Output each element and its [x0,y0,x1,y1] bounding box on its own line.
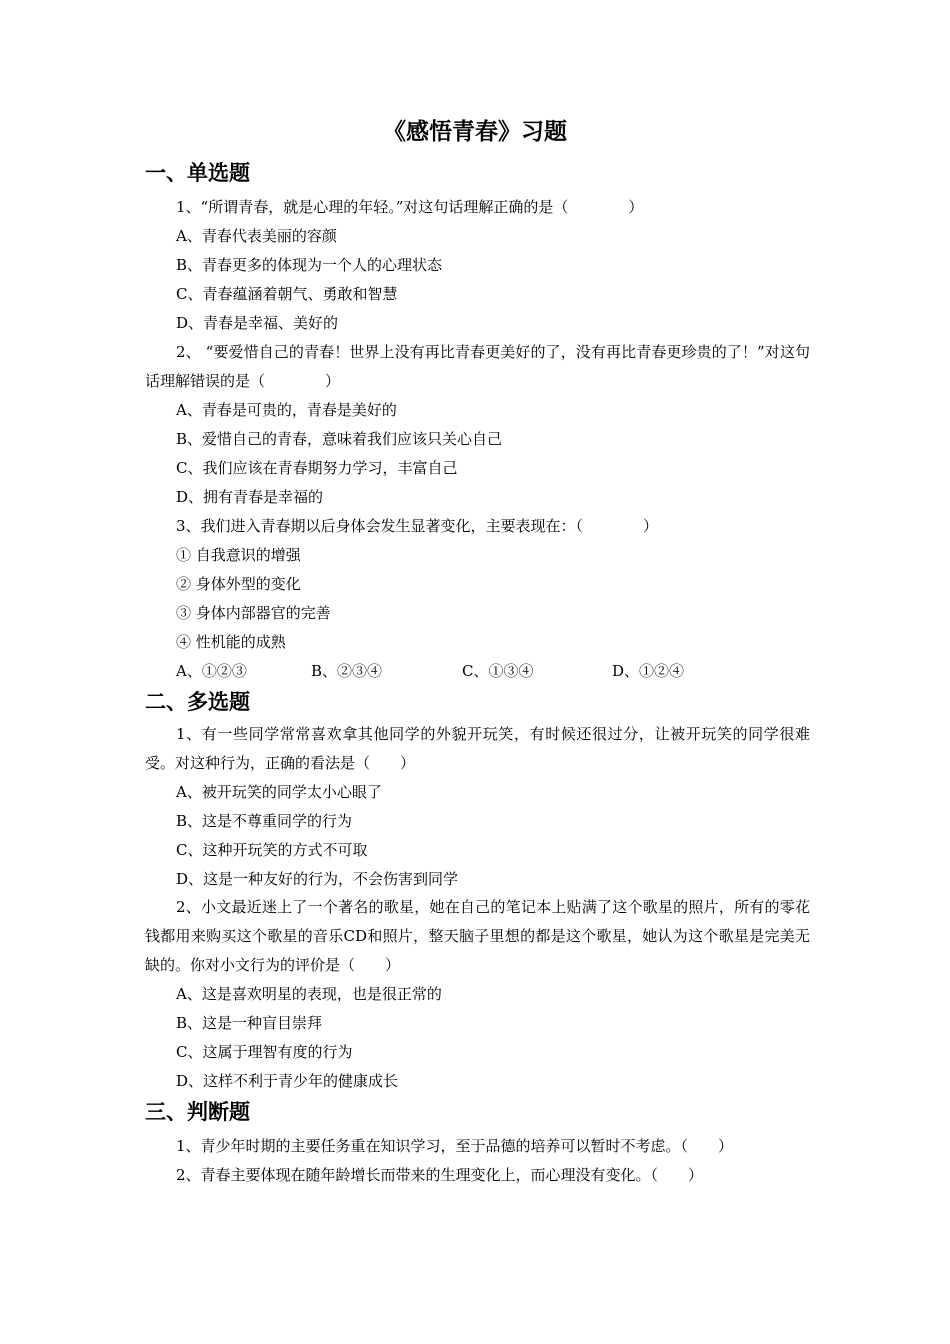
answer-option: D、青春是幸福、美好的 [176,314,339,332]
answer-option: D、①②④ [612,662,685,680]
answer-option: C、青春蕴涵着朝气、勇敢和智慧 [176,285,398,303]
statement-item: ② 身体外型的变化 [176,575,301,593]
section-heading-multiple-choice: 二、多选题 [145,690,250,714]
question-stem: 1、有一些同学常常喜欢拿其他同学的外貌开玩笑，有时候还很过分，让被开玩笑的同学很难受。对这种行为，正确的看法是（ ） [145,725,810,772]
true-false-statement: 2、青春主要体现在随年龄增长而带来的生理变化上，而心理没有变化。（ ） [176,1166,704,1184]
statement-item: ③ 身体内部器官的完善 [176,604,331,622]
statement-item: ① 自我意识的增强 [176,546,301,564]
answer-option: C、这属于理智有度的行为 [176,1043,353,1061]
true-false-statement: 1、青少年时期的主要任务重在知识学习，至于品德的培养可以暂时不考虑。（ ） [176,1137,734,1155]
section-heading-true-false: 三、判断题 [145,1100,250,1124]
question-stem: 3、我们进入青春期以后身体会发生显著变化，主要表现在：（ ） [176,517,659,535]
answer-option: A、这是喜欢明星的表现，也是很正常的 [176,985,442,1003]
answer-option: A、青春代表美丽的容颜 [176,227,337,245]
answer-option: C、我们应该在青春期努力学习，丰富自己 [176,459,458,477]
answer-option: A、青春是可贵的，青春是美好的 [176,401,397,419]
question-stem: 2、 “要爱惜自己的青春！世界上没有再比青春更美好的了，没有再比青春更珍贵的了！”对这句话理解错误的是（ ） [145,343,810,390]
answer-option: C、①③④ [462,662,534,680]
section-heading-single-choice: 一、单选题 [145,161,250,185]
answer-option: B、这是一种盲目崇拜 [176,1014,323,1032]
answer-option: A、被开玩笑的同学太小心眼了 [176,783,382,801]
answer-option: D、这样不利于青少年的健康成长 [176,1072,399,1090]
question-stem: 1、“所谓青春，就是心理的年轻。”对这句话理解正确的是（ ） [176,198,644,216]
question-stem: 2、小文最近迷上了一个著名的歌星，她在自己的笔记本上贴满了这个歌星的照片，所有的零花钱都用来购买这个歌星的音乐CD和照片，整天脑子里想的都是这个歌星，她认为这个歌星是完美无缺的。你对小文行为的评价是（ ） [145,898,810,974]
answer-option: C、这种开玩笑的方式不可取 [176,841,368,859]
answer-options-row [0,657,950,686]
answer-option: B、爱惜自己的青春，意味着我们应该只关心自己 [176,430,503,448]
answer-option: B、②③④ [311,662,383,680]
answer-option: D、这是一种友好的行为，不会伤害到同学 [176,870,459,888]
answer-option: A、①②③ [176,662,247,680]
answer-option: D、拥有青春是幸福的 [176,488,324,506]
answer-option: B、青春更多的体现为一个人的心理状态 [176,256,443,274]
answer-option: B、这是不尊重同学的行为 [176,812,353,830]
statement-item: ④ 性机能的成熟 [176,633,286,651]
document-title: 《感悟青春》习题 [383,119,567,145]
